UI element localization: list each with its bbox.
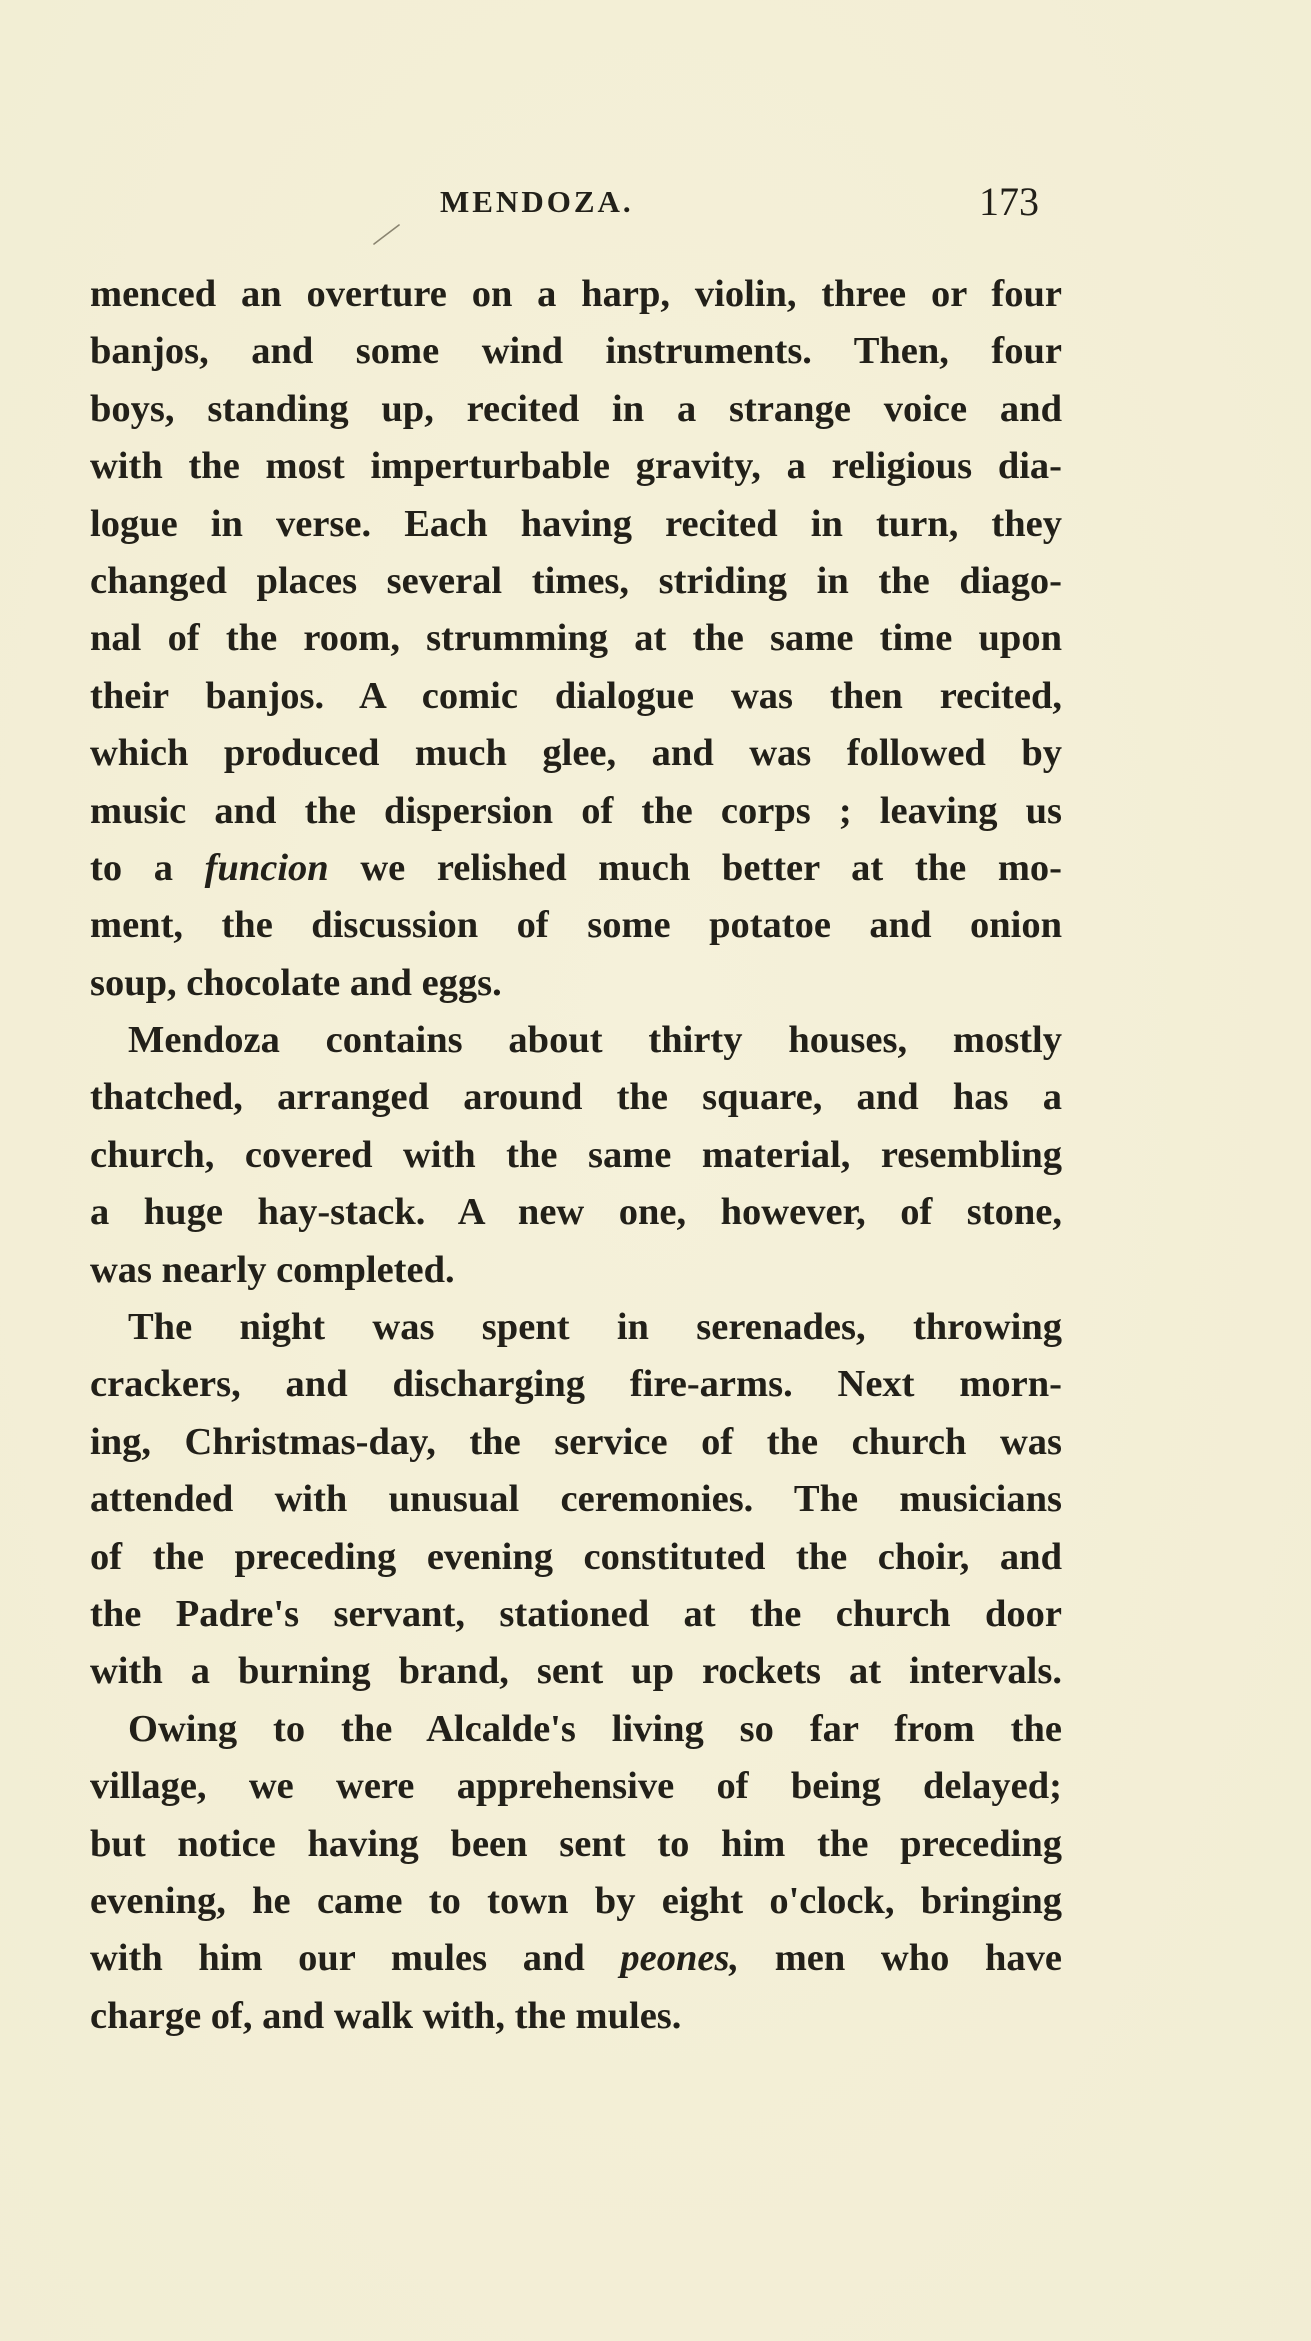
text-line: the Padre's servant, stationed at the church door <box>90 1592 1062 1635</box>
text-line: but notice having been sent to him the preceding <box>90 1822 1062 1865</box>
text-run: to a <box>90 846 205 889</box>
paragraph-start: The night was spent in serenades, throwing <box>128 1306 1062 1349</box>
text-line: menced an overture on a harp, violin, three or four <box>90 273 1062 315</box>
text-run: men who have <box>739 1937 1062 1980</box>
text-line: logue in verse. Each having recited in turn, they <box>90 502 1062 545</box>
running-head: MENDOZA. <box>440 184 634 219</box>
text-line <box>90 1930 1062 1987</box>
text-line: nal of the room, strumming at the same time upon <box>90 617 1062 660</box>
text-line: charge of, and walk with, the mules. <box>90 1994 682 2037</box>
paragraph-start: Owing to the Alcalde's living so far from the <box>128 1707 1062 1750</box>
text-line: village, we were apprehensive of being delayed; <box>90 1765 1062 1808</box>
italic-word: peones, <box>620 1937 740 1980</box>
text-line: with the most imperturbable gravity, a religious dia- <box>90 445 1062 488</box>
text-line: changed places several times, striding in the diago- <box>90 559 1062 602</box>
body-text <box>90 266 1062 2045</box>
text-line: boys, standing up, recited in a strange voice and <box>90 387 1062 430</box>
pencil-mark-icon <box>372 222 402 246</box>
text-line: music and the dispersion of the corps ; leaving us <box>90 789 1062 832</box>
italic-word: funcion <box>204 846 329 889</box>
text-run: we relished much better at the mo- <box>328 846 1062 889</box>
text-line: thatched, arranged around the square, and has a <box>90 1076 1062 1119</box>
text-line: banjos, and some wind instruments. Then, four <box>90 330 1062 373</box>
text-line: ment, the discussion of some potatoe and onion <box>90 904 1062 947</box>
text-line <box>90 840 1062 897</box>
text-line: with a burning brand, sent up rockets at intervals. <box>90 1650 1062 1693</box>
text-line: ing, Christmas-day, the service of the church was <box>90 1420 1062 1463</box>
text-run: with him our mules and <box>90 1937 621 1980</box>
text-line: was nearly completed. <box>90 1248 455 1291</box>
text-line: crackers, and discharging fire-arms. Next morn- <box>90 1363 1062 1406</box>
text-line: soup, chocolate and eggs. <box>90 961 502 1004</box>
text-line: which produced much glee, and was followed by <box>90 732 1062 775</box>
paragraph-start: Mendoza contains about thirty houses, mostly <box>128 1019 1062 1062</box>
page-header <box>0 178 1311 228</box>
text-line: of the preceding evening constituted the choir, and <box>90 1535 1062 1578</box>
text-line: church, covered with the same material, resembling <box>90 1133 1062 1176</box>
page-number: 173 <box>979 179 1039 224</box>
text-line: attended with unusual ceremonies. The musicians <box>90 1478 1062 1521</box>
text-line: a huge hay-stack. A new one, however, of stone, <box>90 1191 1062 1234</box>
text-line: evening, he came to town by eight o'clock, bringing <box>90 1879 1062 1922</box>
text-line: their banjos. A comic dialogue was then recited, <box>90 674 1062 717</box>
